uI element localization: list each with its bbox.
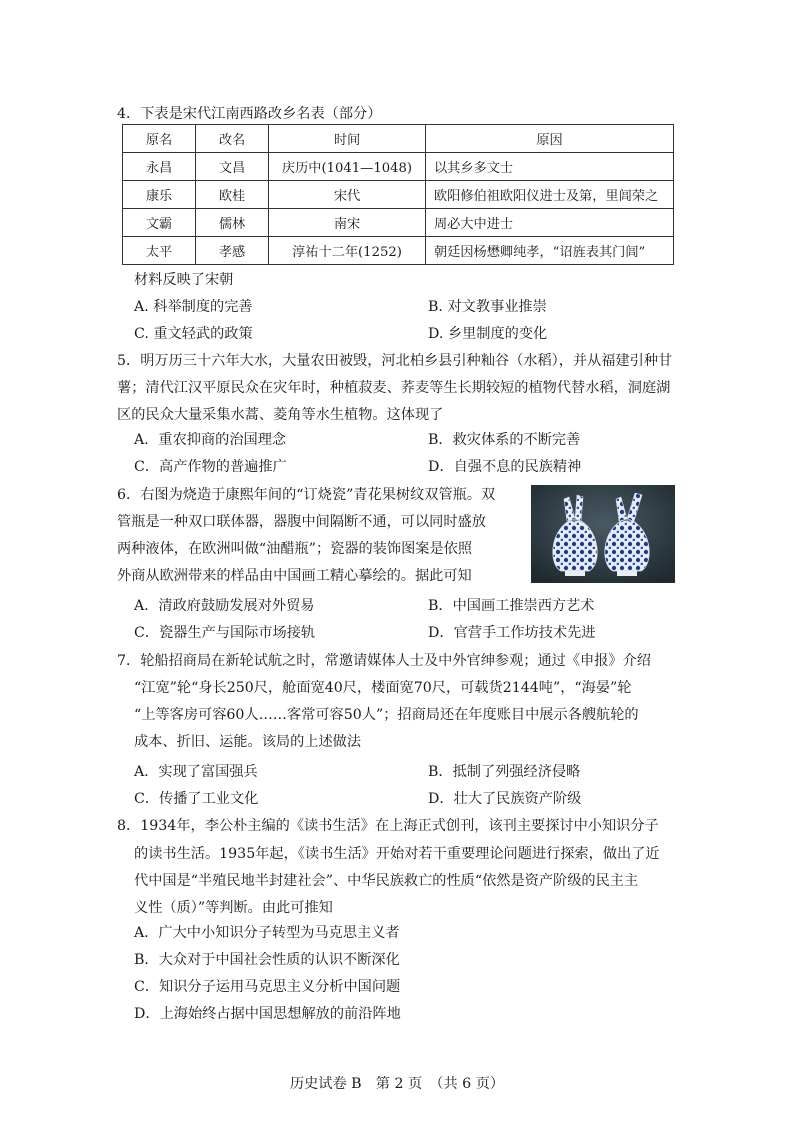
table-cell: 康乐	[123, 181, 196, 209]
q8-option-b: B．大众对于中国社会性质的认识不断深化	[134, 952, 400, 968]
table-row	[123, 181, 674, 209]
table-cell: 庆历中(1041—1048)	[269, 153, 426, 181]
q6-option-c: C．瓷器生产与国际市场接轨	[134, 625, 316, 641]
table-cell: 周必大中进士	[426, 209, 674, 237]
double-tube-vase-photo	[531, 485, 675, 583]
q7-option-d: D．壮大了民族资产阶级	[428, 791, 582, 807]
q4-option-c: C. 重文轻武的政策	[134, 326, 253, 342]
table-row	[123, 237, 674, 265]
table-cell: 孝感	[196, 237, 269, 265]
table-cell: 以其乡多文士	[426, 153, 674, 181]
table-cell: 欧阳修伯祖欧阳仪进士及第，里闾荣之	[426, 181, 674, 209]
q8-option-d: D．上海始终占据中国思想解放的前沿阵地	[134, 1006, 401, 1022]
table-cell: 文昌	[196, 153, 269, 181]
q7-option-c: C．传播了工业文化	[134, 791, 259, 807]
table-cell: 儒林	[196, 209, 269, 237]
q5-option-b: B．救灾体系的不断完善	[428, 432, 581, 448]
table-header: 原因	[426, 125, 674, 153]
table-cell: 宋代	[269, 181, 426, 209]
q5-line-2: 薯；清代江汉平原民众在灾年时，种植菽麦、荞麦等生长期较短的植物代替水稻，洞庭湖	[117, 380, 671, 396]
vase-illustration	[531, 485, 675, 583]
q4-option-a: A. 科举制度的完善	[134, 299, 253, 315]
table-row	[123, 209, 674, 237]
q6-line-1: 6．右图为烧造于康熙年间的“订烧瓷”青花果树纹双管瓶。双	[117, 487, 496, 503]
q6-option-d: D．官营手工作坊技术先进	[428, 625, 596, 641]
q7-line-2: “江宽”轮“身长250尺，舱面宽40尺，楼面宽70尺，可载货2144吨”，“海晏”轮	[134, 680, 632, 696]
q5-option-a: A．重农抑商的治国理念	[134, 432, 287, 448]
q8-line-3: 代中国是“半殖民地半封建社会”、中华民族救亡的性质“依然是资产阶级的民主主	[134, 873, 639, 889]
q6-line-4: 外商从欧洲带来的样品由中国画工精心摹绘的。据此可知	[117, 568, 472, 584]
q6-line-2: 管瓶是一种双口联体器，器腹中间隔断不通，可以同时盛放	[117, 514, 486, 530]
q5-line-1: 5．明万历三十六年大水，大量农田被毁，河北柏乡县引种籼谷（水稻），并从福建引种甘	[117, 353, 673, 369]
q7-line-3: “上等客房可容60人……客常可容50人”；招商局还在年度账目中展示各艘航轮的	[134, 707, 639, 723]
table-cell: 欧桂	[196, 181, 269, 209]
table-header: 原名	[123, 125, 196, 153]
q5-option-d: D．自强不息的民族精神	[428, 459, 582, 475]
q8-line-4: 义性（质）”等判断。由此可推知	[134, 900, 333, 916]
q8-option-a: A．广大中小知识分子转型为马克思主义者	[134, 925, 400, 941]
q4-option-d: D. 乡里制度的变化	[428, 326, 548, 342]
table-header: 改名	[196, 125, 269, 153]
table-cell: 文霸	[123, 209, 196, 237]
q7-option-a: A．实现了富国强兵	[134, 764, 258, 780]
q5-option-c: C．高产作物的普遍推广	[134, 459, 287, 475]
page-footer: 历史试卷 B 第 2 页 （共 6 页）	[289, 1076, 505, 1092]
table-header-row	[123, 125, 674, 153]
q8-line-1: 8．1934年，李公朴主编的《读书生活》在上海正式创刊，该刊主要探讨中小知识分子	[117, 818, 659, 834]
table-cell: 朝廷因杨懋卿纯孝，“诏旌表其门闾”	[426, 237, 674, 265]
q7-line-1: 7．轮船招商局在新轮试航之时，常邀请媒体人士及中外官绅参观；通过《申报》介绍	[117, 653, 651, 669]
table-cell: 淳祐十二年(1252)	[269, 237, 426, 265]
table-cell: 太平	[123, 237, 196, 265]
q7-option-b: B．抵制了列强经济侵略	[428, 764, 581, 780]
table-cell: 南宋	[269, 209, 426, 237]
q4-option-b: B. 对文教事业推崇	[428, 299, 547, 315]
q6-option-a: A．清政府鼓励发展对外贸易	[134, 598, 315, 614]
table-header: 时间	[269, 125, 426, 153]
q6-line-3: 两种液体，在欧洲叫做“油醋瓶”；瓷器的装饰图案是依照	[117, 541, 473, 557]
q4-after: 材料反映了宋朝	[134, 272, 234, 288]
table-cell: 永昌	[123, 153, 196, 181]
q5-line-3: 区的民众大量采集水蒿、菱角等水生植物。这体现了	[117, 407, 444, 423]
q4-stem: 4．下表是宋代江南西路改乡名表（部分）	[117, 106, 382, 122]
q7-line-4: 成本、折旧、运能。该局的上述做法	[134, 734, 362, 750]
q8-option-c: C．知识分子运用马克思主义分析中国问题	[134, 979, 401, 995]
q8-line-2: 的读书生活。1935年起，《读书生活》开始对若干重要理论问题进行探索，做出了近	[134, 846, 660, 862]
table-row	[123, 153, 674, 181]
q6-option-b: B．中国画工推崇西方艺术	[428, 598, 595, 614]
rename-table	[122, 124, 674, 265]
